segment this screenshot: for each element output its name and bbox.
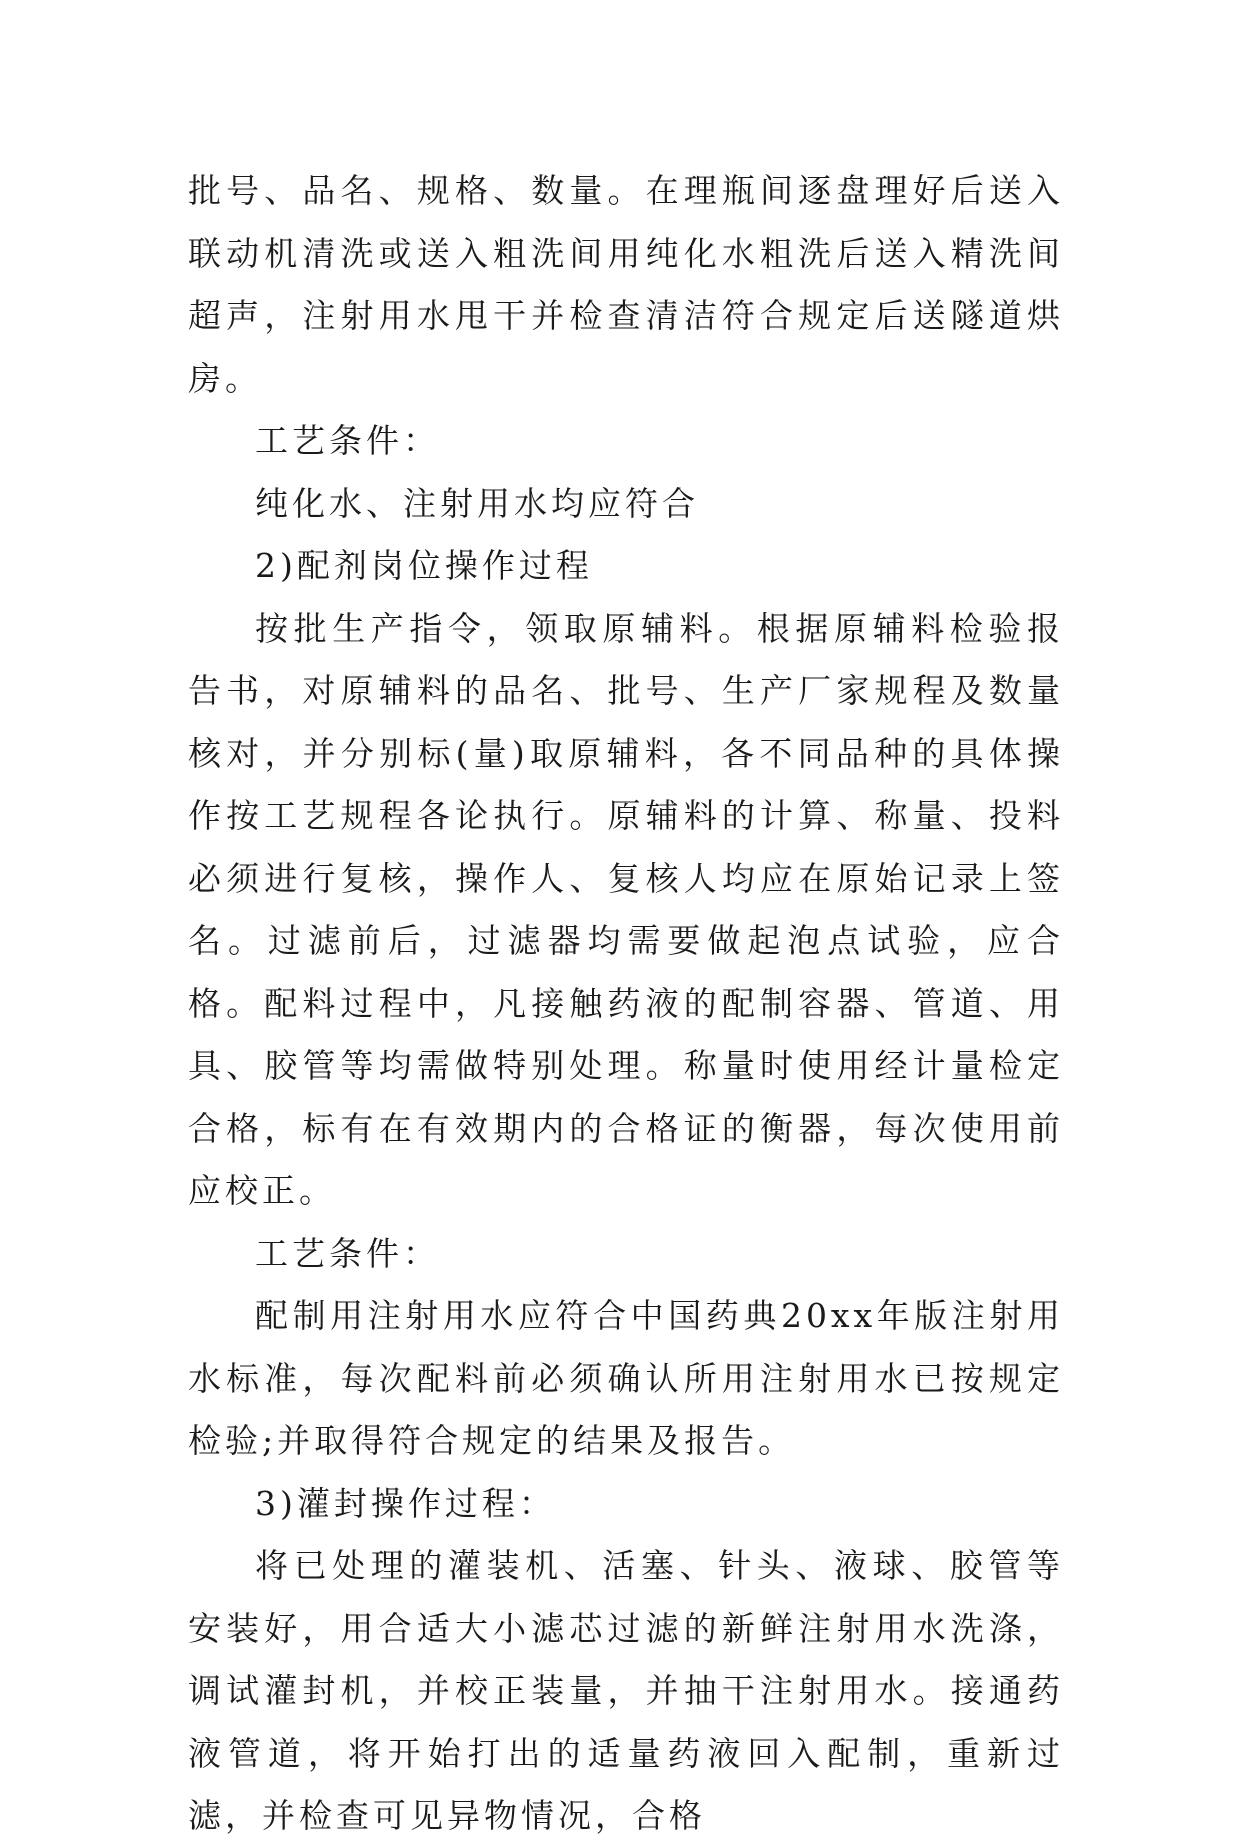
- heading-process-conditions-2: 工艺条件：: [255, 1233, 440, 1273]
- document-page: [188, 160, 1064, 1848]
- heading-process-conditions-1: 工艺条件：: [255, 421, 440, 460]
- paragraph-bottle-handling: 批号、品名、规格、数量。在理瓶间逐盘理好后送入联动机清洗或送入粗洗间用纯化水粗洗后送入精洗间超声，注射用水甩干并检查清洁符合规定后送隧道烘房。: [188, 171, 1064, 398]
- paragraph-water-requirement: 纯化水、注射用水均应符合: [255, 483, 699, 523]
- heading-dispensing-process: 2)配剂岗位操作过程: [255, 546, 593, 585]
- paragraph-injection-water-standard: 配制用注射用水应符合中国药典20xx年版注射用水标准，每次配料前必须确认所用注射用水已按规定检验;并取得符合规定的结果及报告。: [188, 1296, 1064, 1460]
- paragraph-dispensing-procedure: 按批生产指令，领取原辅料。根据原辅料检验报告书，对原辅料的品名、批号、生产厂家规程及数量核对，并分别标(量)取原辅料，各不同品种的具体操作按工艺规程各论执行。原辅料的计算、称量、投料必须进行复核，操作人、复核人均应在原始记录上签名。过滤前后，过滤器均需要做起泡点试验，应合格。配料过程中，凡接触药液的配制容器、管道、用具、胶管等均需做特别处理。称量时使用经计量检定合格，标有在有效期内的合格证的衡器，每次使用前应校正。: [188, 608, 1064, 1210]
- paragraph-filling-procedure: 将已处理的灌装机、活塞、针头、液球、胶管等安装好，用合适大小滤芯过滤的新鲜注射用水洗涤，调试灌封机，并校正装量，并抽干注射用水。接通药液管道，将开始打出的适量药液回入配制，重新过滤，并检查可见异物情况，合格: [188, 1546, 1064, 1835]
- heading-filling-sealing-process: 3)灌封操作过程：: [255, 1483, 556, 1523]
